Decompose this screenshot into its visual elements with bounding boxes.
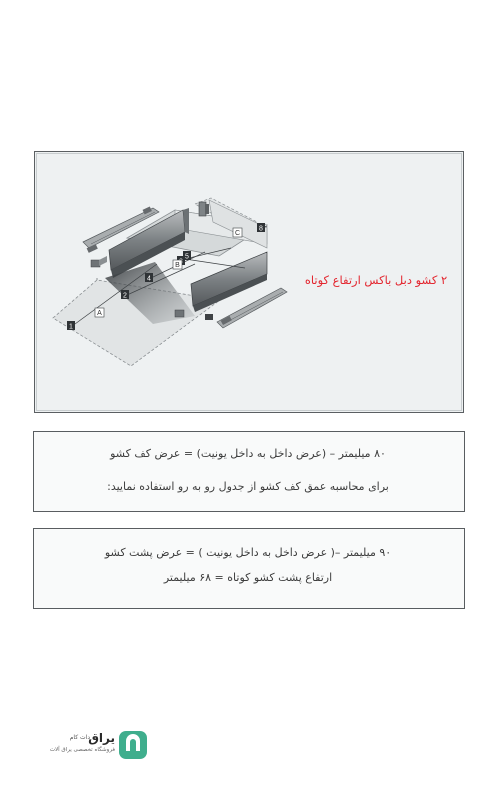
callout-5 [183,251,191,261]
brand-name: یراق [88,731,115,745]
info-box-back-width [33,528,465,609]
callout-8 [257,223,265,233]
label-c [233,228,242,237]
callout-1 [67,321,75,331]
svg-text:B: B [175,262,180,269]
svg-text:2: 2 [123,292,127,300]
svg-text:8: 8 [259,225,263,233]
svg-text:C: C [234,230,241,237]
svg-text:A: A [97,310,102,317]
label-b [173,260,182,269]
svg-text:1: 1 [69,323,73,331]
svg-text:4: 4 [147,275,151,283]
bottom-width-formula: ۸۰ میلیمتر – (عرض داخل به داخل یونیت) = عرض کف کشو [110,447,386,460]
back-width-formula: ۹۰ میلیمتر –( عرض داخل به داخل یونیت ) = عرض پشت کشو [104,546,392,559]
back-height-note: ارتفاع پشت کشو کوتاه = ۶۸ میلیمتر [163,571,333,584]
brand-domain: دات کام [69,734,90,741]
label-a [95,308,104,317]
yaragh-logo-icon [118,730,148,760]
callout-2 [121,290,129,300]
svg-text:5: 5 [185,253,189,261]
brand-logo [38,730,148,766]
diagram-title: ۲ کشو دبل باکس ارتفاع کوتاه [304,273,448,287]
callout-4 [145,273,153,283]
brand-tagline: فروشگاه تخصصی یراق آلات [49,747,115,753]
bottom-depth-note: برای محاسبه عمق کف کشو از جدول رو به رو استفاده نمایید: [107,480,389,493]
info-box-bottom-width [33,431,465,512]
